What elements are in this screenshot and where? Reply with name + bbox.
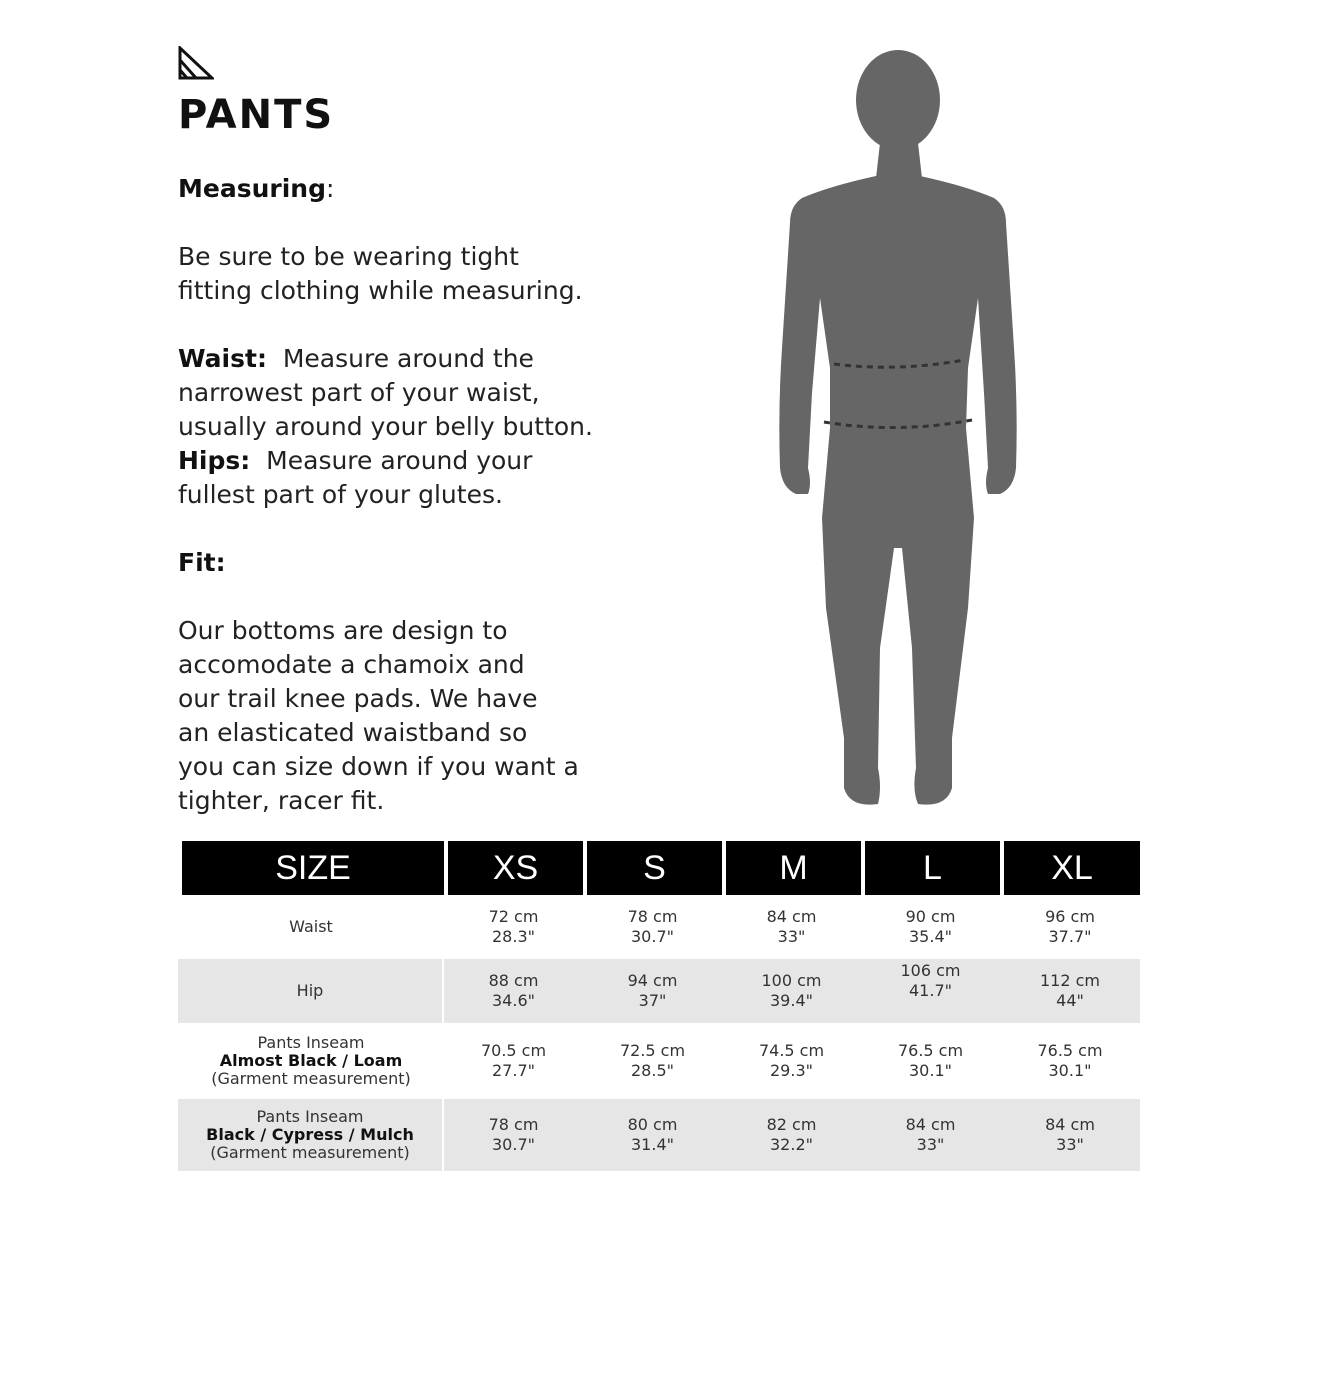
table-cell: 94 cm 37" bbox=[583, 959, 722, 1023]
size-chart-table bbox=[178, 841, 1140, 1171]
table-cell: 72.5 cm 28.5" bbox=[619, 1041, 686, 1080]
table-row bbox=[178, 959, 1140, 1023]
waist-instruction: narrowest part of your waist, bbox=[178, 378, 540, 407]
measuring-heading: Measuring: bbox=[178, 174, 335, 203]
fit-text: our trail knee pads. We have bbox=[178, 684, 538, 713]
row-label: Pants Inseam Black / Cypress / Mulch (Garment measurement) bbox=[178, 1099, 444, 1171]
header-s: S bbox=[583, 841, 722, 895]
table-cell: 84 cm 33" bbox=[766, 907, 817, 946]
header-size: SIZE bbox=[178, 841, 444, 895]
fit-text: you can size down if you want a bbox=[178, 752, 579, 781]
table-cell: 112 cm 44" bbox=[1000, 959, 1140, 1023]
header-xl: XL bbox=[1000, 841, 1140, 895]
header-l: L bbox=[861, 841, 1000, 895]
fit-text: accomodate a chamoix and bbox=[178, 650, 525, 679]
table-cell: 72 cm 28.3" bbox=[488, 907, 539, 946]
table-cell: 70.5 cm 27.7" bbox=[480, 1041, 547, 1080]
table-cell: 90 cm 35.4" bbox=[905, 907, 956, 946]
table-header-row bbox=[178, 841, 1140, 895]
row-label: Pants Inseam Almost Black / Loam (Garment measurement) bbox=[211, 1033, 411, 1088]
hips-label: Hips: bbox=[178, 446, 251, 475]
body-silhouette-icon bbox=[760, 48, 1040, 818]
waist-label: Waist: bbox=[178, 344, 267, 373]
table-cell: 100 cm 39.4" bbox=[722, 959, 861, 1023]
fit-text: an elasticated waistband so bbox=[178, 718, 528, 747]
intro-text: fitting clothing while measuring. bbox=[178, 276, 583, 305]
fit-heading: Fit: bbox=[178, 548, 226, 577]
table-cell: 76.5 cm 30.1" bbox=[897, 1041, 964, 1080]
brand-logo-icon bbox=[178, 46, 214, 80]
row-label: Hip bbox=[178, 959, 444, 1023]
hips-instruction: fullest part of your glutes. bbox=[178, 480, 503, 509]
fit-text: tighter, racer fit. bbox=[178, 786, 385, 815]
fit-text: Our bottoms are design to bbox=[178, 616, 508, 645]
table-cell: 78 cm 30.7" bbox=[627, 907, 678, 946]
page-title: PANTS bbox=[178, 92, 335, 138]
table-cell: 76.5 cm 30.1" bbox=[1037, 1041, 1103, 1080]
waist-instruction: usually around your belly button. bbox=[178, 412, 593, 441]
table-cell: 82 cm 32.2" bbox=[722, 1099, 861, 1171]
table-cell: 96 cm 37.7" bbox=[1045, 907, 1095, 946]
header-m: M bbox=[722, 841, 861, 895]
table-cell: 84 cm 33" bbox=[861, 1099, 1000, 1171]
table-cell: 88 cm 34.6" bbox=[444, 959, 583, 1023]
table-cell: 78 cm 30.7" bbox=[444, 1099, 583, 1171]
table-cell: 80 cm 31.4" bbox=[583, 1099, 722, 1171]
measuring-instructions bbox=[178, 172, 648, 818]
table-row bbox=[178, 1023, 1140, 1099]
table-cell: 74.5 cm 29.3" bbox=[758, 1041, 825, 1080]
header-xs: XS bbox=[444, 841, 583, 895]
waist-instruction: Waist: Measure around the bbox=[178, 344, 534, 373]
hips-instruction: Hips: Measure around your bbox=[178, 446, 533, 475]
table-row bbox=[178, 1099, 1140, 1171]
table-cell: 106 cm 41.7" bbox=[861, 959, 1000, 1023]
table-cell: 84 cm 33" bbox=[1000, 1099, 1140, 1171]
intro-text: Be sure to be wearing tight bbox=[178, 242, 519, 271]
row-label: Waist bbox=[289, 917, 333, 936]
table-row bbox=[178, 895, 1140, 959]
